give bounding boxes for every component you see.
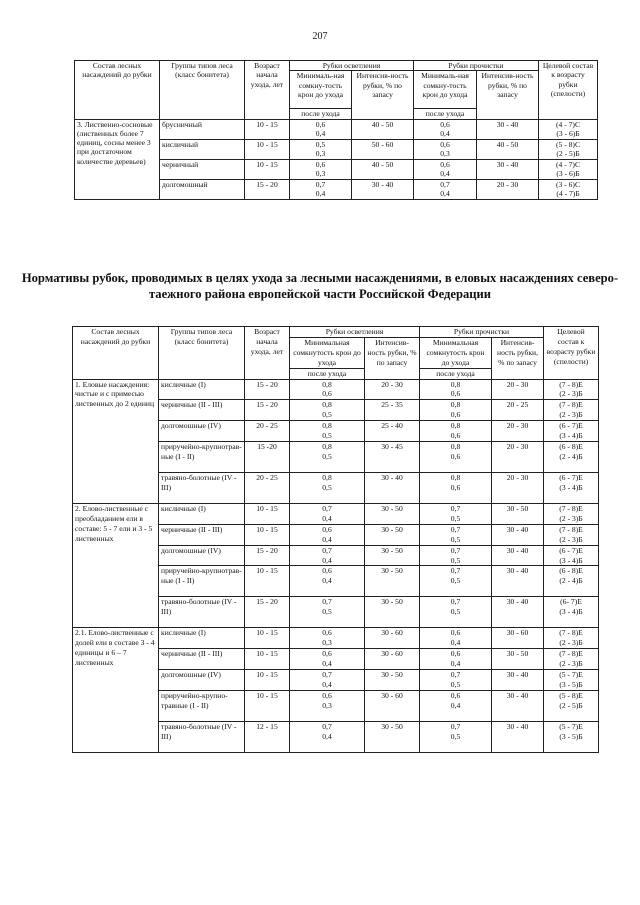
lighting-density-cell-before: 0,6 (315, 159, 326, 169)
target-composition-cell (539, 139, 598, 159)
forest-type-cell: долгомошные (IV) (159, 421, 245, 442)
lighting-density-cell (290, 472, 365, 503)
thinning-density-cell (420, 472, 492, 503)
age-cell: 10 - 15 (245, 159, 290, 179)
target-composition-cell-after: (4 - 7)Б (556, 188, 580, 198)
header-composition: Состав лесных насаждений до рубки (73, 327, 159, 380)
lighting-density-cell-after: 0,4 (322, 555, 332, 565)
header-after-care: после ухода (290, 368, 365, 379)
target-composition-cell-before: (7 - 8)Е (559, 649, 583, 659)
target-composition-cell-before: (6 - 7)Е (559, 545, 583, 555)
thinning-density-cell (420, 649, 492, 670)
age-cell: 15 -20 (245, 441, 290, 472)
thinning-density-cell-after: 0,6 (450, 482, 461, 492)
age-cell: 15 - 20 (245, 400, 290, 421)
table-header-row (73, 327, 599, 338)
norms-table (72, 326, 599, 753)
header-forest-groups: Группы типов леса (класс бонитета) (160, 61, 245, 120)
thinning-density-cell-before: 0,8 (450, 379, 461, 389)
lighting-density-cell (290, 379, 365, 400)
forest-type-cell: черничные (II - III) (159, 649, 245, 670)
target-composition-cell (539, 179, 598, 199)
thinning-density-cell-after: 0,5 (450, 534, 461, 544)
target-composition-cell (544, 690, 599, 721)
age-cell: 10 - 15 (245, 503, 290, 524)
lighting-density-cell-before: 0,6 (322, 628, 332, 638)
thinning-density-cell (414, 139, 477, 159)
thinning-intensity-cell: 20 - 30 (492, 472, 544, 503)
header-lighting: Рубки осветления (290, 61, 414, 71)
thinning-density-cell (414, 179, 477, 199)
lighting-intensity-cell: 30 - 50 (365, 566, 420, 597)
thinning-density-cell-before: 0,8 (450, 441, 461, 451)
target-composition-cell-before: (7 - 8)Е (559, 400, 583, 410)
thinning-density-cell-before: 0,7 (450, 503, 461, 513)
lighting-intensity-cell: 25 - 35 (365, 400, 420, 421)
header-intensity: Интенсив-ность рубки, % по запасу (365, 337, 420, 379)
thinning-density-cell (420, 690, 492, 721)
lighting-density-cell-after: 0,5 (322, 410, 332, 420)
thinning-density-cell-before: 0,7 (450, 566, 461, 576)
lighting-density-cell-after: 0,5 (322, 482, 332, 492)
thinning-density-cell-before: 0,7 (440, 179, 450, 189)
forest-type-cell: кисличный (160, 139, 245, 159)
lighting-density-cell (290, 441, 365, 472)
lighting-density-cell-after: 0,4 (315, 128, 326, 138)
thinning-intensity-cell: 20 - 30 (492, 379, 544, 400)
age-cell: 10 - 15 (245, 649, 290, 670)
target-composition-cell (544, 545, 599, 566)
group-label-cell: 2. Елово-лиственные с преобладанием ели в составе: 5 - 7 ели и 3 - 5 лиственных (73, 503, 159, 627)
lighting-intensity-cell: 30 - 40 (352, 179, 414, 199)
lighting-intensity-cell: 30 - 60 (365, 690, 420, 721)
header-min-density: Минимальная сомкнутость крон до ухода (420, 337, 492, 368)
age-cell: 20 - 25 (245, 421, 290, 442)
target-composition-cell-after: (3 - 4)Б (559, 431, 583, 441)
thinning-intensity-cell: 30 - 40 (492, 670, 544, 691)
target-composition-cell-before: (5 - 8)С (555, 139, 581, 149)
header-intensity: Интенсив-ность рубки, % по запасу (492, 337, 544, 379)
forest-type-cell: приручейно-крупнотрав-ные (I - II) (159, 566, 245, 597)
header-lighting: Рубки осветления (290, 327, 420, 338)
lighting-density-cell (290, 670, 365, 691)
target-composition-cell-before: (3 - 6)С (555, 179, 581, 189)
lighting-density-cell-before: 0,7 (315, 179, 326, 189)
forest-type-cell: кисличные (I) (159, 503, 245, 524)
target-composition-cell-after: (2 - 3)Б (559, 389, 583, 399)
target-composition-cell-after: (3 - 5)Б (559, 731, 583, 741)
lighting-density-cell-after: 0,4 (322, 731, 332, 741)
header-after-care: после ухода (420, 368, 492, 379)
thinning-density-cell (420, 545, 492, 566)
header-thinning: Рубки прочистки (420, 327, 544, 338)
target-composition-cell (539, 119, 598, 139)
header-composition: Состав лесных насаждений до рубки (75, 61, 160, 120)
target-composition-cell (544, 441, 599, 472)
lighting-density-cell (290, 597, 365, 628)
target-composition-cell-after: (2 - 5)Б (556, 148, 580, 158)
thinning-density-cell-after: 0,5 (450, 576, 461, 586)
page-number: 207 (312, 31, 328, 42)
forest-type-cell: травяно-болотные (IV - III) (159, 472, 245, 503)
thinning-intensity-cell: 30 - 60 (492, 628, 544, 649)
target-composition-cell-before: (5 - 7)Е (559, 670, 583, 680)
thinning-intensity-cell: 40 - 50 (477, 139, 539, 159)
lighting-intensity-cell: 25 - 40 (365, 421, 420, 442)
target-composition-cell (544, 721, 599, 752)
header-min-density: Минимальная сомкнутость крон до ухода (290, 337, 365, 368)
thinning-density-cell-after: 0,6 (450, 451, 461, 461)
lighting-density-cell-before: 0,6 (322, 524, 332, 534)
group-label-cell: 2.1. Елово-лиственные с долей ели в составе 3 - 4 единицы и 6 – 7 лиственных (73, 628, 159, 752)
thinning-density-cell-after: 0,4 (440, 168, 450, 178)
lighting-density-cell (290, 566, 365, 597)
lighting-density-cell (290, 159, 352, 179)
lighting-density-cell-after: 0,4 (322, 576, 332, 586)
forest-type-cell: травяно-болотные (IV - III) (159, 721, 245, 752)
header-forest-groups: Группы типов леса (класс бонитета) (159, 327, 245, 380)
thinning-density-cell-before: 0,7 (450, 670, 461, 680)
thinning-density-cell (420, 566, 492, 597)
lighting-density-cell (290, 649, 365, 670)
target-composition-cell (544, 566, 599, 597)
thinning-density-cell-before: 0,8 (450, 421, 461, 431)
age-cell: 10 - 15 (245, 690, 290, 721)
target-composition-cell (544, 628, 599, 649)
age-cell: 12 - 15 (245, 721, 290, 752)
thinning-intensity-cell: 30 - 50 (492, 649, 544, 670)
lighting-density-cell-after: 0,3 (315, 168, 326, 178)
target-composition-cell-after: (3 - 6)Б (556, 128, 580, 138)
table-continuation (74, 60, 598, 200)
forest-type-cell: приручейно-крупнотрав-ные (I - II) (159, 441, 245, 472)
table-header-row (75, 61, 598, 71)
lighting-intensity-cell: 40 - 50 (352, 119, 414, 139)
page-title: Нормативы рубок, проводимых в целях ухода за лесными насаждениями, в еловых насаждениях северо-таежного района европейской части Российской Федерации (21, 271, 619, 301)
thinning-intensity-cell: 20 - 30 (492, 421, 544, 442)
target-composition-cell-before: (7 - 8)Е (559, 379, 583, 389)
thinning-density-cell-after: 0,5 (450, 607, 461, 617)
lighting-density-cell (290, 421, 365, 442)
thinning-density-cell-before: 0,8 (450, 400, 461, 410)
target-composition-cell (544, 670, 599, 691)
thinning-density-cell-before: 0,7 (450, 721, 461, 731)
lighting-intensity-cell: 40 - 50 (352, 159, 414, 179)
forest-type-cell: черничные (II - III) (159, 400, 245, 421)
lighting-density-cell (290, 503, 365, 524)
target-composition-cell-after: (3 - 4)Б (559, 482, 583, 492)
header-min-density: Минималь-ная сомкну-тость крон до ухода (290, 71, 352, 109)
lighting-density-cell-after: 0,6 (322, 389, 332, 399)
target-composition-cell-after: (3 - 4)Б (559, 555, 583, 565)
forest-type-cell: черничные (II - III) (159, 524, 245, 545)
header-intensity: Интенсив-ность рубки, % по запасу (352, 71, 414, 119)
lighting-intensity-cell: 30 - 50 (365, 545, 420, 566)
thinning-intensity-cell: 30 - 40 (492, 690, 544, 721)
lighting-density-cell-before: 0,6 (322, 649, 332, 659)
thinning-density-cell-before: 0,7 (450, 524, 461, 534)
lighting-density-cell-after: 0,3 (315, 148, 326, 158)
thinning-intensity-cell: 20 - 30 (492, 441, 544, 472)
lighting-density-cell-before: 0,6 (322, 690, 332, 700)
lighting-density-cell-after: 0,3 (322, 700, 332, 710)
table-row (75, 119, 598, 139)
target-composition-cell (544, 503, 599, 524)
thinning-density-cell-after: 0,5 (450, 513, 461, 523)
target-composition-cell (544, 472, 599, 503)
target-composition-cell-before: (4 - 7)С (555, 159, 581, 169)
target-composition-cell (544, 597, 599, 628)
lighting-density-cell-before: 0,7 (322, 545, 332, 555)
thinning-intensity-cell: 30 - 40 (477, 119, 539, 139)
thinning-density-cell-after: 0,4 (450, 700, 461, 710)
age-cell: 10 - 15 (245, 524, 290, 545)
age-cell: 10 - 15 (245, 119, 290, 139)
target-composition-cell (539, 159, 598, 179)
thinning-density-cell (420, 421, 492, 442)
thinning-density-cell-after: 0,4 (450, 638, 461, 648)
target-composition-cell-after: (2 - 3)Б (559, 410, 583, 420)
lighting-density-cell-after: 0,5 (322, 607, 332, 617)
target-composition-cell-after: (2 - 5)Б (559, 700, 583, 710)
lighting-density-cell-after: 0,4 (322, 534, 332, 544)
thinning-density-cell (420, 441, 492, 472)
thinning-density-cell-after: 0,6 (450, 431, 461, 441)
target-composition-cell-after: (2 - 4)Б (559, 451, 583, 461)
lighting-density-cell-after: 0,4 (322, 679, 332, 689)
target-composition-cell-before: (4 - 7)С (555, 119, 581, 129)
thinning-density-cell-before: 0,6 (440, 159, 450, 169)
thinning-intensity-cell: 30 - 40 (492, 597, 544, 628)
thinning-density-cell-after: 0,5 (450, 679, 461, 689)
table-row (73, 503, 599, 524)
lighting-intensity-cell: 30 - 60 (365, 649, 420, 670)
lighting-density-cell-after: 0,5 (322, 431, 332, 441)
thinning-density-cell-before: 0,6 (450, 649, 461, 659)
age-cell: 10 - 15 (245, 628, 290, 649)
age-cell: 10 - 15 (245, 566, 290, 597)
lighting-density-cell-before: 0,6 (322, 566, 332, 576)
thinning-density-cell-after: 0,5 (450, 555, 461, 565)
lighting-density-cell-before: 0,6 (315, 119, 326, 129)
thinning-density-cell (414, 119, 477, 139)
age-cell: 10 - 15 (245, 670, 290, 691)
thinning-intensity-cell: 30 - 40 (477, 159, 539, 179)
age-cell: 15 - 20 (245, 597, 290, 628)
target-composition-cell (544, 400, 599, 421)
thinning-density-cell (420, 721, 492, 752)
lighting-density-cell (290, 628, 365, 649)
thinning-intensity-cell: 20 - 25 (492, 400, 544, 421)
lighting-density-cell-before: 0,8 (322, 379, 332, 389)
forest-type-cell: брусничный (160, 119, 245, 139)
lighting-intensity-cell: 30 - 45 (365, 441, 420, 472)
thinning-intensity-cell: 20 - 30 (477, 179, 539, 199)
lighting-density-cell-before: 0,8 (322, 400, 332, 410)
lighting-density-cell-after: 0,4 (315, 188, 326, 198)
target-composition-cell-after: (2 - 3)Б (559, 638, 583, 648)
target-composition-cell-before: (6 - 7)Е (559, 472, 583, 482)
target-composition-cell-before: (7 - 8)Е (559, 628, 583, 638)
thinning-density-cell-before: 0,6 (440, 119, 450, 129)
target-composition-cell (544, 649, 599, 670)
group-label-cell: 1. Еловые насаждения: чистые и с примесью лиственных до 2 единиц (73, 379, 159, 503)
lighting-density-cell-before: 0,8 (322, 472, 332, 482)
header-age: Возраст начала ухода, лет (245, 61, 290, 120)
thinning-density-cell (414, 159, 477, 179)
lighting-intensity-cell: 30 - 50 (365, 597, 420, 628)
thinning-density-cell-after: 0,5 (450, 731, 461, 741)
lighting-density-cell (290, 119, 352, 139)
lighting-density-cell-before: 0,7 (322, 721, 332, 731)
age-cell: 15 - 20 (245, 379, 290, 400)
lighting-density-cell (290, 179, 352, 199)
lighting-density-cell-before: 0,7 (322, 597, 332, 607)
lighting-density-cell-before: 0,7 (322, 503, 332, 513)
header-target: Целевой состав к возрасту рубки (спелости) (539, 61, 598, 120)
forest-type-cell: долгомошные (IV) (159, 670, 245, 691)
header-min-density: Минималь-ная сомкну-тость крон до ухода (414, 71, 477, 109)
forest-type-cell: долгомошные (IV) (159, 545, 245, 566)
group-label-cell: 3. Лиственно-сосновые (лиственных более 7 единиц, сосны менее 3 при достаточном количестве деревьев) (75, 119, 160, 199)
thinning-density-cell (420, 597, 492, 628)
lighting-intensity-cell: 30 - 50 (365, 524, 420, 545)
target-composition-cell-before: (6 - 7)Е (559, 421, 583, 431)
thinning-intensity-cell: 30 - 40 (492, 721, 544, 752)
target-composition-cell-after: (3 - 4)Б (559, 607, 583, 617)
forest-type-cell: долгомошный (160, 179, 245, 199)
target-composition-cell-after: (2 - 3)Б (559, 659, 583, 669)
header-target: Целевой состав к возрасту рубки (спелости) (544, 327, 599, 380)
header-thinning: Рубки прочистки (414, 61, 539, 71)
lighting-intensity-cell: 30 - 60 (365, 628, 420, 649)
forest-type-cell: травяно-болотные (IV - III) (159, 597, 245, 628)
thinning-density-cell-after: 0,4 (440, 188, 450, 198)
thinning-density-cell-before: 0,6 (450, 628, 461, 638)
target-composition-cell (544, 421, 599, 442)
thinning-density-cell (420, 503, 492, 524)
thinning-density-cell (420, 379, 492, 400)
header-after-care: после ухода (290, 109, 352, 119)
header-age: Возраст начала ухода, лет (245, 327, 290, 380)
lighting-density-cell-after: 0,4 (322, 513, 332, 523)
lighting-density-cell (290, 721, 365, 752)
lighting-intensity-cell: 30 - 50 (365, 670, 420, 691)
target-composition-cell-before: (5 - 7)Е (559, 721, 583, 731)
lighting-intensity-cell: 30 - 50 (365, 503, 420, 524)
lighting-density-cell-before: 0,5 (315, 139, 326, 149)
thinning-density-cell-before: 0,7 (450, 545, 461, 555)
age-cell: 10 - 15 (245, 139, 290, 159)
age-cell: 20 - 25 (245, 472, 290, 503)
thinning-density-cell (420, 524, 492, 545)
thinning-density-cell (420, 628, 492, 649)
lighting-density-cell (290, 139, 352, 159)
target-composition-cell-before: (6- 7)Е (560, 597, 582, 607)
lighting-density-cell-before: 0,8 (322, 441, 332, 451)
thinning-density-cell (420, 670, 492, 691)
forest-type-cell: приручейно-крупно-травные (I - II) (159, 690, 245, 721)
lighting-density-cell-after: 0,5 (322, 451, 332, 461)
forest-type-cell: черничный (160, 159, 245, 179)
lighting-density-cell-before: 0,8 (322, 421, 332, 431)
thinning-intensity-cell: 30 - 40 (492, 524, 544, 545)
target-composition-cell-after: (2 - 4)Б (559, 576, 583, 586)
target-composition-cell-after: (2 - 3)Б (559, 513, 583, 523)
target-composition-cell-after: (3 - 6)Б (556, 168, 580, 178)
thinning-density-cell-before: 0,6 (450, 690, 461, 700)
thinning-density-cell-before: 0,6 (440, 139, 450, 149)
target-composition-cell (544, 379, 599, 400)
thinning-density-cell (420, 400, 492, 421)
forest-type-cell: кисличные (I) (159, 628, 245, 649)
age-cell: 15 - 20 (245, 545, 290, 566)
header-after-care: после ухода (414, 109, 477, 119)
lighting-intensity-cell: 30 - 50 (365, 721, 420, 752)
lighting-density-cell-after: 0,4 (322, 659, 332, 669)
thinning-intensity-cell: 30 - 40 (492, 545, 544, 566)
lighting-density-cell (290, 545, 365, 566)
age-cell: 15 - 20 (245, 179, 290, 199)
lighting-density-cell (290, 400, 365, 421)
thinning-density-cell-before: 0,7 (450, 597, 461, 607)
lighting-intensity-cell: 20 - 30 (365, 379, 420, 400)
thinning-density-cell-after: 0,4 (450, 659, 461, 669)
thinning-intensity-cell: 30 - 40 (492, 566, 544, 597)
lighting-intensity-cell: 30 - 40 (365, 472, 420, 503)
target-composition-cell-after: (2 - 3)Б (559, 534, 583, 544)
lighting-density-cell-after: 0,3 (322, 638, 332, 648)
thinning-density-cell-after: 0,4 (440, 128, 450, 138)
target-composition-cell-before: (6 - 8)Е (559, 441, 583, 451)
lighting-density-cell (290, 524, 365, 545)
target-composition-cell-before: (6 - 8)Е (559, 566, 583, 576)
thinning-density-cell-before: 0,8 (450, 472, 461, 482)
target-composition-cell (544, 524, 599, 545)
target-composition-cell-before: (7 - 8)Е (559, 524, 583, 534)
thinning-density-cell-after: 0,6 (450, 410, 461, 420)
target-composition-cell-before: (5 - 8)Е (559, 690, 583, 700)
lighting-density-cell (290, 690, 365, 721)
table-row (73, 628, 599, 649)
header-intensity: Интенсив-ность рубки, % по запасу (477, 71, 539, 119)
forest-type-cell: кисличные (I) (159, 379, 245, 400)
target-composition-cell-after: (3 - 5)Б (559, 679, 583, 689)
thinning-intensity-cell: 30 - 50 (492, 503, 544, 524)
thinning-density-cell-after: 0,3 (440, 148, 450, 158)
target-composition-cell-before: (7 - 8)Е (559, 503, 583, 513)
table-row (73, 379, 599, 400)
thinning-density-cell-after: 0,6 (450, 389, 461, 399)
lighting-density-cell-before: 0,7 (322, 670, 332, 680)
lighting-intensity-cell: 50 - 60 (352, 139, 414, 159)
